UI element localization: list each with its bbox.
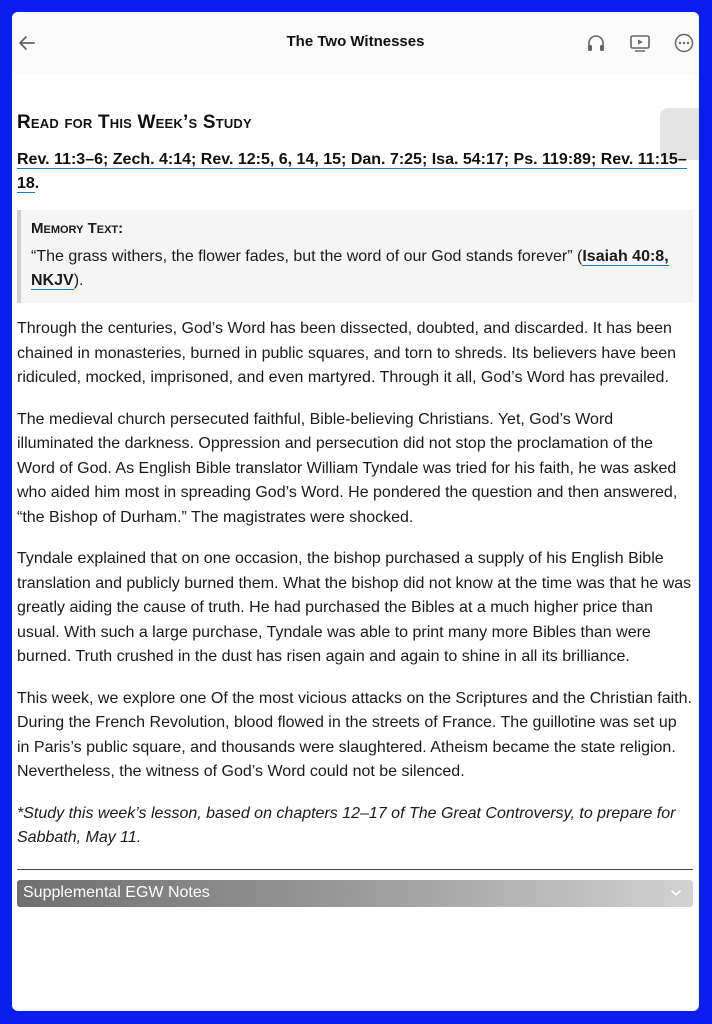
- memory-reference-link[interactable]: Isaiah 40:8, NKJV: [31, 248, 669, 289]
- study-note: *Study this week’s lesson, based on chapters 12–17 of The Great Controversy, to prepare for Sabbath, May 11.: [17, 804, 676, 846]
- paragraph: This week, we explore one Of the most vicious attacks on the Scriptures and the Christian faith. During the French Revolution, blood flowed in the streets of France. The guillotine was set up in Paris’s public square, and thousands were slaughtered. Atheism became the state religion. Nevertheless, the witness of God’s Word could not be silenced.: [17, 689, 692, 780]
- memory-quote: “The grass withers, the flower fades, but the word of our God stands forever” (: [31, 248, 583, 265]
- memory-text-label: Memory Text:: [31, 220, 124, 237]
- section-heading: Read for This Week’s Study: [17, 112, 252, 133]
- references-link[interactable]: Rev. 11:3–6; Zech. 4:14; Rev. 12:5, 6, 14, 15; Dan. 7:25; Isa. 54:17; Ps. 119:89; Rev. 11:15–18: [17, 151, 687, 192]
- memory-end: ).: [73, 272, 84, 289]
- memory-text: [31, 245, 683, 293]
- paragraph: The medieval church persecuted faithful, Bible-believing Christians. Yet, God’s Word illuminated the darkness. Oppression and persecution did not stop the proclamation of the Word of God. As English Bible translator William Tyndale was tried for his faith, he was asked who aided him most in spreading God’s Word. He pondered the question and then answered, “the Bishop of Durham.” The magistrates were shocked.: [17, 410, 678, 526]
- paragraph: Tyndale explained that on one occasion, the bishop purchased a supply of his English Bible translation and publicly burned them. What the bishop did not know at the time was that he was greatly aiding the cause of truth. He had purchased the Bibles at a much higher price than usual. With such a large purchase, Tyndale was able to print many more Bibles than were burned. Truth crushed in the dust has risen again and again to shine in all its brilliance.: [17, 550, 692, 665]
- more-icon[interactable]: [673, 32, 695, 54]
- accordion-label: Supplemental EGW Notes: [23, 884, 210, 901]
- references-end: .: [34, 175, 40, 192]
- supplemental-egw-notes-accordion[interactable]: [17, 880, 693, 907]
- divider: [17, 869, 693, 870]
- study-references: [17, 148, 693, 196]
- video-icon[interactable]: [629, 32, 651, 54]
- lesson-content: [17, 112, 693, 868]
- memory-text-box: [17, 210, 693, 303]
- chevron-down-icon: [669, 886, 683, 900]
- app-window: [12, 12, 699, 1011]
- paragraph: Through the centuries, God’s Word has been dissected, doubted, and discarded. It has been chained in monasteries, burned in public squares, and torn to shreds. Its believers have been ridiculed, mocked, imprisoned, and even martyred. Through it all, God’s Word has prevailed.: [17, 320, 677, 386]
- top-bar: [12, 12, 699, 74]
- page-title: The Two Witnesses: [286, 33, 425, 50]
- headphones-icon[interactable]: [585, 32, 607, 54]
